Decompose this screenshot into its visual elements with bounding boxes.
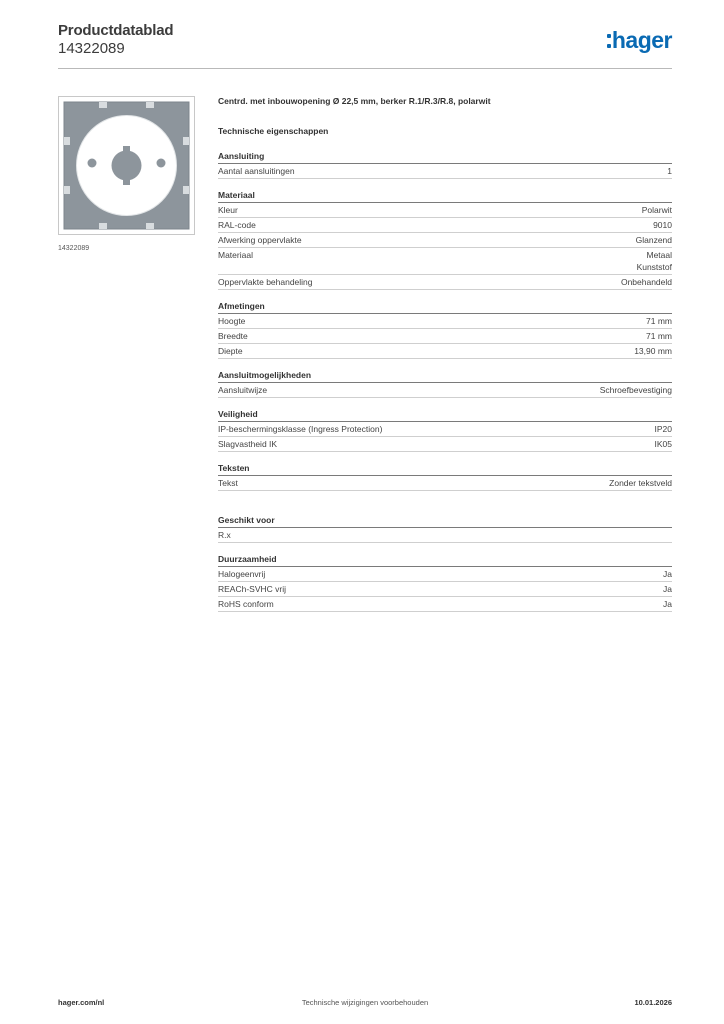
spec-label: Tekst (218, 478, 238, 488)
spec-label: IP-beschermingsklasse (Ingress Protection) (218, 424, 383, 434)
logo-text: hager (611, 27, 672, 53)
spec-label: Kleur (218, 205, 238, 215)
spec-label: R.x (218, 530, 231, 540)
spec-value: 13,90 mm (634, 346, 672, 356)
spec-row (218, 233, 672, 248)
spec-label: Hoogte (218, 316, 246, 326)
spec-value: Schroefbevestiging (599, 385, 672, 395)
spec-row (218, 437, 672, 452)
spec-row (218, 314, 672, 329)
spec-group (218, 151, 672, 179)
spec-value: IP20 (654, 424, 672, 434)
footer-date: 10.01.2026 (634, 998, 672, 1007)
spec-value: IK05 (654, 439, 672, 449)
cover-plate-icon (59, 97, 194, 234)
spec-value: Glanzend (635, 235, 672, 245)
spec-label: Diepte (218, 346, 243, 356)
spec-group (218, 554, 672, 612)
spec-group (218, 190, 672, 290)
product-number: 14322089 (58, 40, 125, 57)
hager-logo (607, 26, 672, 54)
spec-value: Ja (663, 584, 672, 594)
spec-row (218, 248, 672, 275)
spec-row (218, 218, 672, 233)
header-divider (58, 68, 672, 69)
spec-row (218, 597, 672, 612)
spec-label: Halogeenvrij (218, 569, 266, 579)
spec-group-title: Teksten (218, 463, 672, 476)
spec-row (218, 383, 672, 398)
spec-row (218, 329, 672, 344)
spec-row (218, 422, 672, 437)
product-description: Centrd. met inbouwopening Ø 22,5 mm, berker R.1/R.3/R.8, polarwit (218, 96, 491, 106)
spec-value: Metaal Kunststof (636, 250, 672, 272)
image-caption: 14322089 (58, 245, 90, 252)
spec-group (218, 515, 672, 543)
spec-label: REACh-SVHC vrij (218, 584, 287, 594)
spec-label: Materiaal (218, 250, 253, 260)
footer-notice: Technische wijzigingen voorbehouden (301, 998, 429, 1007)
spec-row (218, 275, 672, 290)
spec-label: Aansluitwijze (218, 385, 268, 395)
spec-row (218, 528, 672, 543)
spec-group (218, 463, 672, 491)
specification-groups (218, 151, 672, 612)
spec-value: Onbehandeld (620, 277, 672, 287)
spec-row (218, 344, 672, 359)
technical-heading: Technische eigenschappen (218, 126, 329, 136)
footer-website: hager.com/nl (58, 998, 105, 1007)
product-image (58, 96, 195, 235)
spec-value: 71 mm (646, 316, 672, 326)
spec-label: Oppervlakte behandeling (218, 277, 313, 287)
spec-group-title: Aansluitmogelijkheden (218, 370, 672, 383)
spec-row (218, 476, 672, 491)
spec-row (218, 203, 672, 218)
spec-group (218, 301, 672, 359)
spec-value: 1 (667, 166, 672, 176)
spec-label: Afwerking oppervlakte (218, 235, 302, 245)
logo-dots-icon (607, 34, 611, 48)
spec-group-title: Veiligheid (218, 409, 672, 422)
spec-value: Zonder tekstveld (609, 478, 672, 488)
spec-value: Ja (663, 599, 672, 609)
specification-section (218, 96, 672, 612)
document-title: Productdatablad (58, 22, 174, 39)
document-header (58, 22, 173, 58)
spec-value: Ja (663, 569, 672, 579)
spec-group (218, 409, 672, 452)
spec-group-title: Aansluiting (218, 151, 672, 164)
spec-label: Aantal aansluitingen (218, 166, 295, 176)
spec-group-title: Duurzaamheid (218, 554, 672, 567)
spec-value: 9010 (653, 220, 672, 230)
spec-label: RoHS conform (218, 599, 274, 609)
spec-row (218, 164, 672, 179)
spec-row (218, 567, 672, 582)
spec-label: RAL-code (218, 220, 256, 230)
spec-row (218, 582, 672, 597)
spec-label: Breedte (218, 331, 248, 341)
spec-group-title: Materiaal (218, 190, 672, 203)
spec-group-title: Afmetingen (218, 301, 672, 314)
spec-label: Slagvastheid IK (218, 439, 278, 449)
spec-value: 71 mm (646, 331, 672, 341)
spec-group (218, 370, 672, 398)
spec-value: Polarwit (641, 205, 672, 215)
spec-group-title: Geschikt voor (218, 515, 672, 528)
